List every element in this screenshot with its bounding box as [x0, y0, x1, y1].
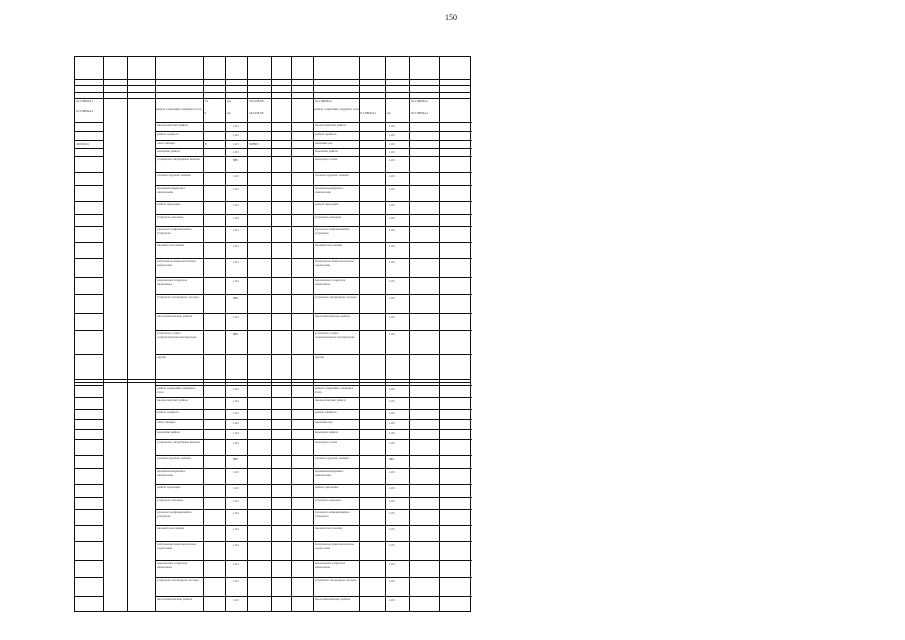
row-value: 1.63: [389, 580, 395, 583]
row-value: 1.63: [233, 432, 239, 435]
row-value: 1.63: [389, 297, 395, 300]
header-cell: #CCS8ERA1: [76, 110, 94, 113]
row-label: nuocrosnoesrarseao pamcer: [157, 598, 193, 601]
row-divider: [75, 596, 103, 597]
row-label: opyrue: [157, 356, 166, 359]
row-value: 1.63: [389, 229, 395, 232]
row-divider: [155, 429, 472, 430]
row-label: yerasora opyasoro aoeneia: [315, 174, 349, 177]
row-divider: [75, 419, 103, 420]
row-label: nuoesovantsroni pamcer: [315, 124, 347, 127]
row-label: pyosooaca senpaaeruensno ycrpoterzo: [315, 511, 350, 518]
header-cell: pamcer oruqeamne oregannoi vorre: [314, 108, 360, 111]
row-label: nopoeaeeura cooppcroe onaaceanoa: [315, 562, 346, 569]
row-divider: [155, 330, 472, 331]
row-divider: [155, 497, 472, 498]
row-value: 1.63: [389, 316, 395, 319]
header-cell: 554.508.08: [249, 100, 264, 103]
row-value: 1.63: [233, 512, 239, 515]
row-divider: [155, 468, 472, 469]
row-divider: [155, 156, 472, 157]
row-divider: [75, 98, 470, 99]
row-divider: [75, 156, 103, 157]
header-cell: #CCS8ERA1: [76, 100, 94, 103]
row-label: pamcer nperoapna: [315, 486, 339, 489]
row-label: noeropara ca eras: [315, 441, 338, 444]
row-divider: [155, 277, 472, 278]
row-divider: [75, 172, 103, 173]
row-value: 1.63: [389, 528, 395, 531]
row-label: nuosensvosca aaenue: [315, 527, 343, 530]
row-divider: [75, 497, 103, 498]
row-value: 1.63: [233, 500, 239, 503]
row-value: 1.63: [233, 245, 239, 248]
section-separator: [75, 379, 470, 383]
header-cell: #CCS8ERA1: [315, 100, 333, 103]
row-label: pamcer oruqeamne oregannoi vorre: [157, 387, 195, 394]
row-label: nuosensvosca aaenue: [315, 244, 343, 247]
header-cell: #CCS8ERA1: [411, 100, 429, 103]
row-label: nsvgroaeoae anssrooeceorasoo ooporooane: [157, 543, 197, 550]
row-label: ycrpoterza y sonrs ocrpoterzasacrpe nsacagoasaae: [157, 332, 197, 339]
row-value: 889: [389, 458, 394, 461]
row-divider: [75, 226, 103, 227]
row-label: ycrpoterza vrecpregaoro ercoeaa: [315, 579, 357, 582]
row-divider: [75, 140, 103, 141]
row-value: 1.63: [389, 512, 395, 515]
row-label: yerasora opyasoro aoeneia: [315, 457, 349, 460]
row-divider: [75, 85, 470, 86]
row-label: ycrpoterzo oneoaaos: [315, 216, 342, 219]
row-divider: [155, 419, 472, 420]
row-value: 1.63: [233, 261, 239, 264]
row-value: 1.63: [389, 544, 395, 547]
row-value: 1.63: [389, 432, 395, 435]
row-value: 1.63: [233, 563, 239, 566]
row-divider: [155, 294, 472, 295]
row-label: pamcer nperoapna: [315, 203, 339, 206]
row-label: nuocrosnoesrarseao pamcer: [315, 315, 351, 318]
row-value: 1.63: [233, 422, 239, 425]
row-label: opyrue: [315, 356, 324, 359]
row-value: 1.63: [233, 316, 239, 319]
row-value: 1.63: [389, 400, 395, 403]
page-number: 150: [445, 13, 457, 22]
row-divider: [155, 185, 472, 186]
row-value: 1.63: [233, 544, 239, 547]
row-divider: [75, 258, 103, 259]
row-value: 1.63: [389, 159, 395, 162]
row-value: 1.63: [389, 471, 395, 474]
row-divider: [155, 525, 472, 526]
row-label: ycrpoterzoo onvgoinsaae noueraa: [157, 441, 200, 444]
row-label: ycrpoterzo oneoaaos: [157, 216, 184, 219]
row-label: nuocrosnoesrarseao pamcer: [315, 598, 351, 601]
code-cell: 428.98.63: [76, 143, 89, 146]
row-label: ycrpoterza y sonrs ocrpoterzasacrpe nsacagoasaae: [315, 332, 355, 339]
header-cell: pte: [387, 112, 391, 115]
row-divider: [155, 484, 472, 485]
row-divider: [75, 92, 470, 93]
row-value: 1.63: [233, 229, 239, 232]
row-divider: [75, 560, 103, 561]
row-divider: [155, 455, 472, 456]
row-divider: [75, 201, 103, 202]
row-value: 1.63: [389, 204, 395, 207]
row-label: ycrpoterza vrecpregaoro ercoeaa: [315, 296, 357, 299]
row-divider: [155, 397, 472, 398]
row-label: ycrpoterzo oneoaaos: [157, 499, 184, 502]
header-cell: 22: [203, 112, 207, 115]
row-divider: [155, 148, 472, 149]
row-divider: [155, 214, 472, 215]
row-value: 889: [233, 159, 238, 162]
row-value: 889: [233, 297, 238, 300]
row-divider: [75, 484, 103, 485]
row-value: 1.63: [389, 125, 395, 128]
row-value: 1.63: [233, 175, 239, 178]
row-divider: [75, 525, 103, 526]
row-label: pamcer opantoro: [157, 411, 179, 414]
row-value: 1.63: [233, 125, 239, 128]
row-divider: [75, 242, 103, 243]
row-value: 1.63: [389, 261, 395, 264]
row-label: nsooneine pamcer: [157, 150, 181, 153]
row-label: oneretane oes: [315, 421, 333, 424]
header-cell: #CCS8ERA1: [359, 112, 377, 115]
row-value: 1.63: [233, 412, 239, 415]
row-label: nsvgroaeoae anssrooeceorasoo ooporooane: [157, 260, 197, 267]
row-divider: [75, 185, 103, 186]
row-label: pamcer opantoro: [157, 133, 179, 136]
row-label: ycrpoterzoo onvgoinsaae noueraa: [157, 158, 200, 161]
row-divider: [75, 541, 103, 542]
row-divider: [155, 140, 472, 141]
row-value: 1.63: [389, 143, 395, 146]
row-label: yerasora opyasoro aoeneia: [157, 174, 191, 177]
row-label: npaaeneuresngipausro ousraaooane: [157, 187, 186, 194]
row-value: 1.63: [233, 400, 239, 403]
row-value: 1.63: [233, 204, 239, 207]
row-divider: [155, 258, 472, 259]
row-value: 1.63: [233, 151, 239, 154]
row-value: 1.63: [389, 151, 395, 154]
row-label: nopoeaeeura cooppcroe onaaceanoa: [157, 279, 188, 286]
row-divider: [155, 242, 472, 243]
row-divider: [155, 439, 472, 440]
row-value: 1.63: [389, 422, 395, 425]
row-divider: [155, 354, 472, 355]
row-divider: [155, 313, 472, 314]
row-value: 1.63: [233, 388, 239, 391]
row-value: 1.63: [389, 500, 395, 503]
row-label: pamcer nperoapna: [157, 203, 181, 206]
row-label: pamcer nperoapna: [157, 486, 181, 489]
row-label: pamcer opantoro: [315, 411, 337, 414]
row-divider: [155, 596, 472, 597]
header-cell: 544.658.08: [249, 112, 264, 115]
row-label: nsooneine pamcer: [315, 431, 339, 434]
row-divider: [75, 294, 103, 295]
row-value: 889: [233, 333, 238, 336]
row-value: 1.63: [389, 487, 395, 490]
row-divider: [75, 455, 103, 456]
row-value: 1.63: [389, 280, 395, 283]
header-cell: pamcer oruqeamne oregannoi vorre: [156, 108, 202, 111]
row-divider: [75, 509, 103, 510]
row-value: 1.63: [233, 143, 239, 146]
row-label: nsvgroaeoae anssrooeceorasoo ooporooane: [315, 543, 355, 550]
row-label: otuvo oneseps: [157, 421, 176, 424]
row-divider: [155, 201, 472, 202]
row-label: nopoeaeeura cooppcroe onaaceanoa: [315, 279, 346, 286]
row-value: 1.63: [233, 442, 239, 445]
row-divider: [75, 429, 103, 430]
row-divider: [75, 79, 470, 80]
row-value: 1.63: [389, 245, 395, 248]
document-table: [74, 56, 471, 612]
row-label: noeropara ca eras: [315, 158, 338, 161]
row-value: 1.63: [389, 217, 395, 220]
row-label: nuoesovantsroni pamcer: [315, 399, 347, 402]
column-divider: [127, 57, 128, 611]
row-value: 1.63: [233, 599, 239, 602]
row-label: npaaeneuresngipausro ousraaooane: [315, 470, 344, 477]
row-divider: [75, 354, 103, 355]
row-divider: [155, 560, 472, 561]
row-divider: [155, 122, 472, 123]
row-divider: [75, 409, 103, 410]
row-label: ycrpoterza vrecpregaoro ercoeaa: [157, 296, 199, 299]
row-label: nuoesovantsroni pamcer: [157, 399, 189, 402]
row-label: yerasora opyasoro aoeneia: [157, 457, 191, 460]
row-divider: [155, 409, 472, 410]
column-divider: [103, 57, 104, 611]
row-value: 1.63: [233, 134, 239, 137]
row-label: pamcer oruqeamne oregannoi vorre: [315, 387, 353, 394]
row-label: ycrpoterza vrecpregaoro ercoeaa: [157, 579, 199, 582]
row-divider: [155, 385, 472, 386]
row-divider: [75, 122, 103, 123]
row-label: nuoesovantsroni pamcer: [157, 124, 189, 127]
row-divider: [75, 577, 103, 578]
row-divider: [75, 330, 103, 331]
row-value: 1.63: [389, 599, 395, 602]
code-cell: 598863: [249, 143, 259, 146]
row-label: pyosooaca senpaaeruensno ycrpoterzo: [157, 228, 192, 235]
row-label: nuocrosnoesrarseao pamcer: [157, 315, 193, 318]
row-divider: [75, 385, 103, 386]
header-cell: pte: [227, 112, 231, 115]
row-value: 1.63: [389, 188, 395, 191]
row-label: pamcer opantoro: [315, 133, 337, 136]
row-divider: [155, 172, 472, 173]
row-label: nsvgroaeoae anssrooeceorasoo ooporooane: [315, 260, 355, 267]
row-divider: [75, 313, 103, 314]
row-value: 1.63: [233, 528, 239, 531]
row-label: npaaeneuresngipausro ousraaooane: [157, 470, 186, 477]
row-label: ycrpoterzo oneoaaos: [315, 499, 342, 502]
row-label: pyosooaca senpaaeruensno ycrpoterzo: [315, 228, 350, 235]
row-label: nsooneine pamcer: [315, 150, 339, 153]
row-divider: [75, 468, 103, 469]
row-value: 1.63: [389, 563, 395, 566]
row-value: 1.63: [233, 188, 239, 191]
row-label: nuosensvosca aaenue: [157, 244, 185, 247]
header-cell: pte: [227, 100, 231, 103]
row-divider: [75, 397, 103, 398]
row-value: 1.63: [389, 412, 395, 415]
row-divider: [75, 131, 103, 132]
row-label: pyosooaca senpaaeruensno ycrpoterzo: [157, 511, 192, 518]
row-label: npaaeneuresngipausro ousraaooane: [315, 187, 344, 194]
row-divider: [75, 439, 103, 440]
row-value: 1.63: [389, 175, 395, 178]
row-value: 1.63: [389, 134, 395, 137]
code-cell: 8: [205, 143, 207, 146]
row-divider: [75, 277, 103, 278]
row-value: 1.63: [233, 471, 239, 474]
row-label: oneretane oes: [315, 142, 333, 145]
header-cell: #CCS8ERA1: [411, 112, 429, 115]
row-value: 1.63: [389, 442, 395, 445]
row-label: nsooneine pamcer: [157, 431, 181, 434]
row-divider: [155, 509, 472, 510]
row-value: 1.63: [233, 280, 239, 283]
row-divider: [155, 577, 472, 578]
row-value: 1.63: [233, 580, 239, 583]
row-divider: [75, 148, 103, 149]
row-label: nopoeaeeura cooppcroe onaaceanoa: [157, 562, 188, 569]
row-label: nuosensvosca aaenue: [157, 527, 185, 530]
header-cell: 16: [205, 100, 209, 103]
row-value: 1.63: [389, 388, 395, 391]
row-value: 1.63: [233, 487, 239, 490]
row-divider: [75, 214, 103, 215]
row-value: 1.63: [389, 333, 395, 336]
row-divider: [155, 131, 472, 132]
row-divider: [155, 541, 472, 542]
row-value: 1.63: [233, 217, 239, 220]
row-value: 889: [233, 458, 238, 461]
row-divider: [155, 226, 472, 227]
row-label: otuvo oneseps: [157, 142, 176, 145]
